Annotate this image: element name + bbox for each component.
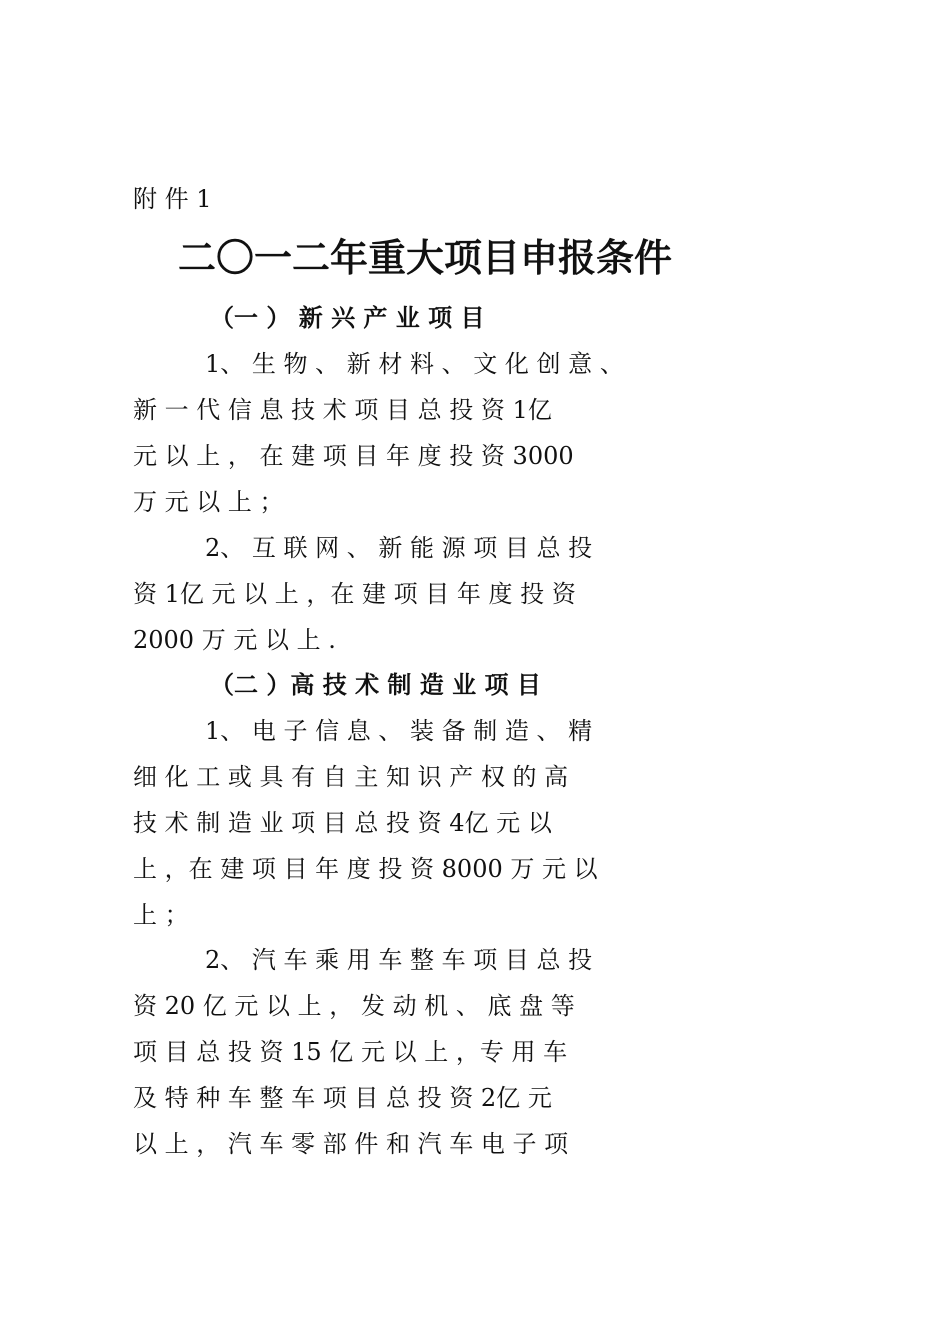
- paragraph-line: 2、 汽 车 乘 用 车 整 车 项 目 总 投: [205, 946, 593, 974]
- page-title: 二〇一二年重大项目申报条件: [178, 236, 673, 280]
- paragraph-line: 1、 电 子 信 息 、 装 备 制 造 、 精: [205, 717, 593, 745]
- paragraph-line: 技 术 制 造 业 项 目 总 投 资 4亿 元 以: [133, 809, 552, 837]
- paragraph-line: 2000 万 元 以 上 .: [133, 626, 336, 654]
- paragraph-line: 新 一 代 信 息 技 术 项 目 总 投 资 1亿: [133, 396, 552, 424]
- paragraph-line: 1、 生 物 、 新 材 料 、 文 化 创 意 、: [205, 350, 624, 378]
- section-heading-2: （二 ）高 技 术 制 造 业 项 目: [210, 671, 541, 699]
- attachment-label: 附 件 1: [133, 185, 212, 213]
- paragraph-line: 元 以 上 ， 在 建 项 目 年 度 投 资 3000: [133, 442, 574, 470]
- paragraph-line: 资 1亿 元 以 上 ，在 建 项 目 年 度 投 资: [133, 580, 576, 608]
- paragraph-line: 细 化 工 或 具 有 自 主 知 识 产 权 的 高: [133, 763, 569, 791]
- paragraph-line: 上 ；: [133, 901, 189, 929]
- paragraph-line: 万 元 以 上 ；: [133, 488, 284, 516]
- paragraph-line: 上 ，在 建 项 目 年 度 投 资 8000 万 元 以: [133, 855, 598, 883]
- paragraph-line: 及 特 种 车 整 车 项 目 总 投 资 2亿 元: [133, 1084, 552, 1112]
- paragraph-line: 以 上 ， 汽 车 零 部 件 和 汽 车 电 子 项: [133, 1130, 569, 1158]
- section-heading-1: （一 ） 新 兴 产 业 项 目: [210, 304, 485, 332]
- paragraph-line: 项 目 总 投 资 15 亿 元 以 上 ，专 用 车: [133, 1038, 568, 1066]
- paragraph-line: 2、 互 联 网 、 新 能 源 项 目 总 投: [205, 534, 593, 562]
- paragraph-line: 资 20 亿 元 以 上 ， 发 动 机 、 底 盘 等: [133, 992, 575, 1020]
